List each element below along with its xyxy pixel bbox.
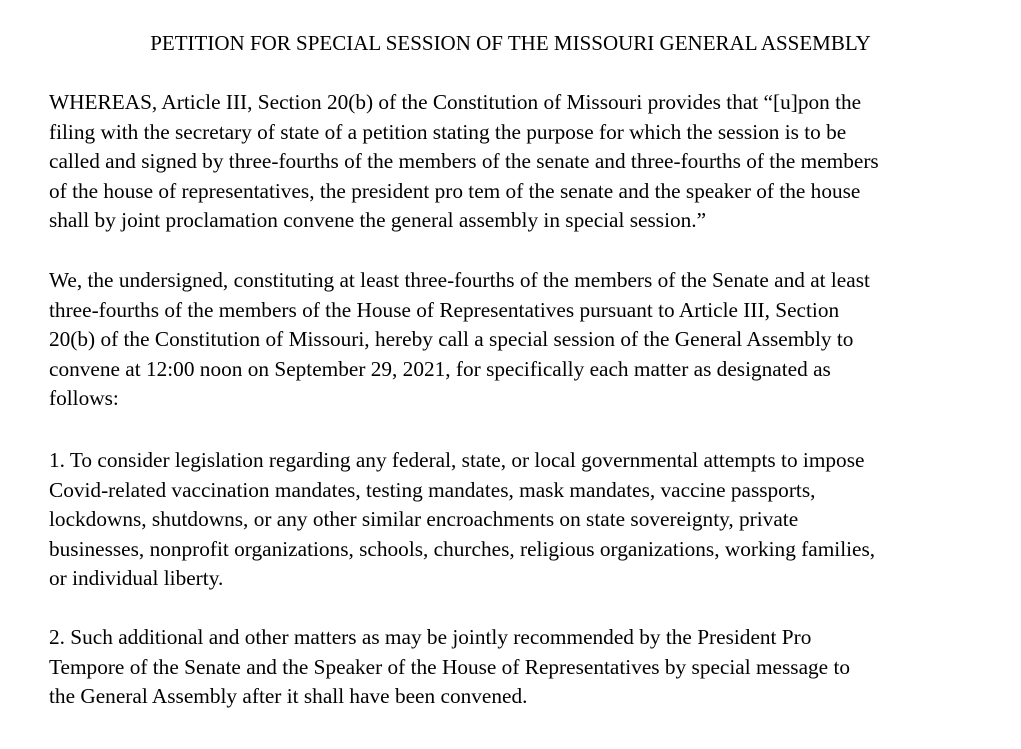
paragraph-line: called and signed by three-fourths of the members of the senate and three-fourths of the members [49,149,879,174]
item-2-paragraph [49,623,1009,712]
paragraph-line: convene at 12:00 noon on September 29, 2021, for specifically each matter as designated as [49,356,831,381]
undersigned-paragraph [49,266,1009,414]
paragraph-line: Covid-related vaccination mandates, testing mandates, mask mandates, vaccine passports, [49,477,816,502]
paragraph-line: follows: [49,386,119,411]
paragraph-line: of the house of representatives, the president pro tem of the senate and the speaker of the house [49,178,861,203]
paragraph-line: or individual liberty. [49,566,224,591]
paragraph-line: lockdowns, shutdowns, or any other similar encroachments on state sovereignty, private [49,507,799,532]
item-1-paragraph [49,446,1009,594]
paragraph-line: WHEREAS, Article III, Section 20(b) of the Constitution of Missouri provides that “[u]pon the [49,90,862,114]
paragraph-line: We, the undersigned, constituting at least three-fourths of the members of the Senate and at least [49,268,870,292]
paragraph-line: 1. To consider legislation regarding any federal, state, or local governmental attempts to impose [49,448,865,472]
paragraph-line: 20(b) of the Constitution of Missouri, hereby call a special session of the General Assembly to [49,327,854,352]
paragraph-line: shall by joint proclamation convene the general assembly in special session.” [49,208,707,233]
paragraph-line: 2. Such additional and other matters as may be jointly recommended by the President Pro [49,625,812,649]
paragraph-line: Tempore of the Senate and the Speaker of the House of Representatives by special message to [49,654,851,679]
paragraph-line: businesses, nonprofit organizations, schools, churches, religious organizations, working families, [49,536,876,561]
paragraph-line: filing with the secretary of state of a petition stating the purpose for which the session is to be [49,119,847,144]
document-title: PETITION FOR SPECIAL SESSION OF THE MISSOURI GENERAL ASSEMBLY [150,31,871,55]
paragraph-line: three-fourths of the members of the House of Representatives pursuant to Article III, Section [49,297,840,322]
paragraph-line: the General Assembly after it shall have been convened. [49,684,528,709]
whereas-paragraph [49,88,1009,236]
